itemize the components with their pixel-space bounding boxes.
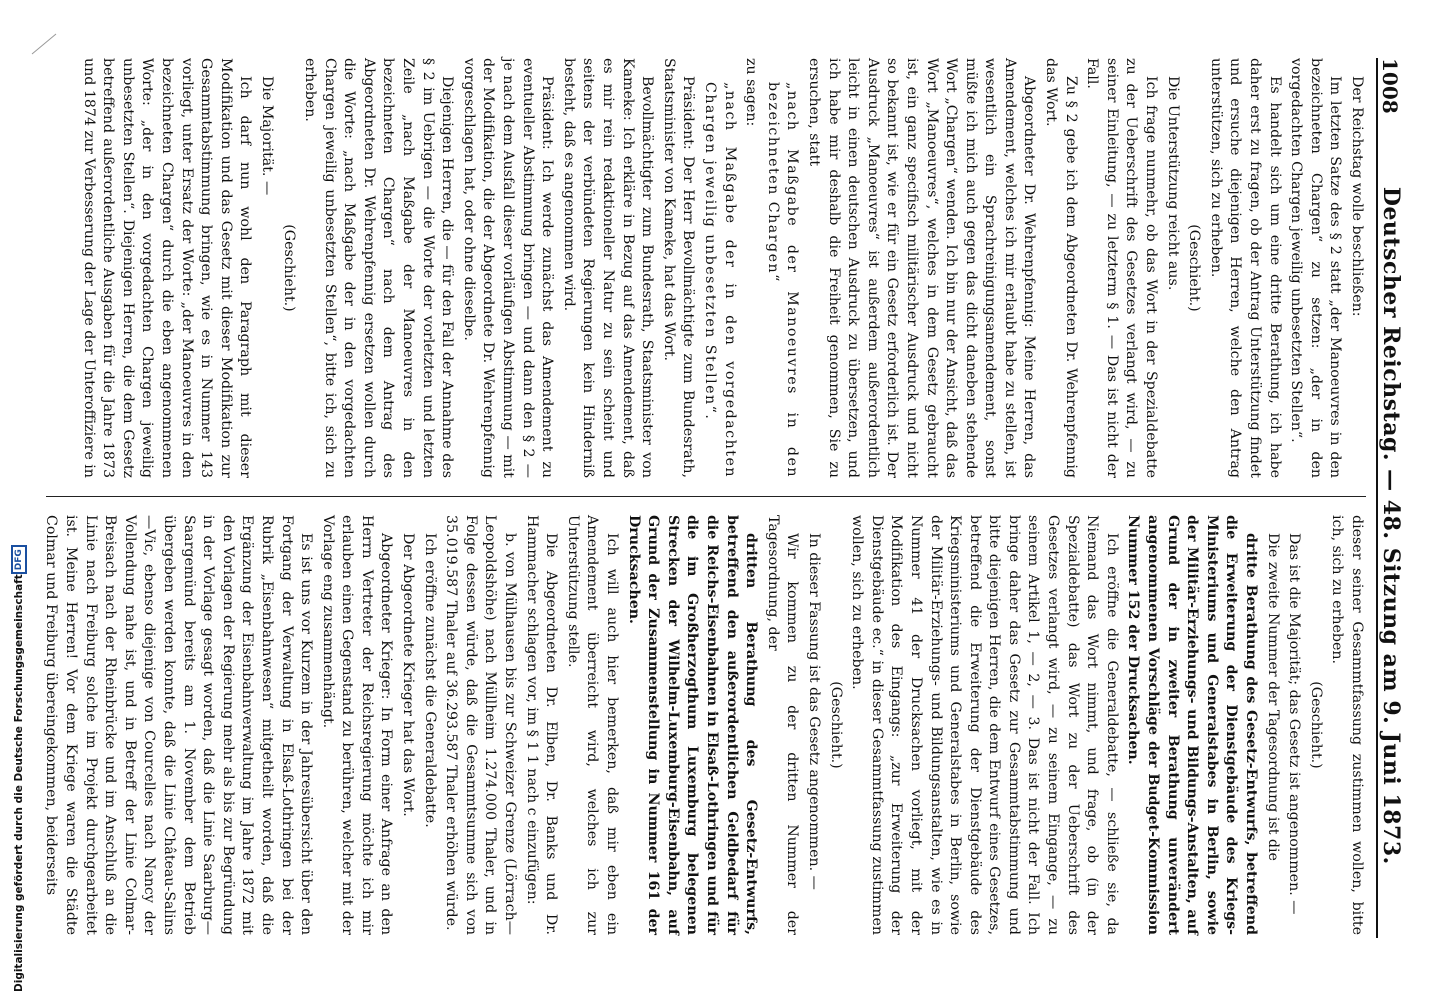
right-column-paragraph: b. von Mülhausen bis zur Schweizer Grenze (Lörrach—Leopoldshöhe) nach Müllheim 1.274.000 Thaler, und in Folge dessen würde, daß die Gesammtsumme sich von 35.019.587 Thaler auf 36.293.587 Thaler erhöhen würde. bbox=[443, 515, 519, 935]
left-column-paragraph: „nach Maßgabe der Manoeuvres in den bezeichneten Chargen“ bbox=[764, 82, 801, 478]
left-column-paragraph: Diejenigen Herren, die — für den Fall der Annahme des § 2 im Uebrigen — die Worte der vorletzten und letzten Zeile „nach Maßgabe der Manoeuvres in den bezeichneten Chargen“ nach dem Antrag des Abgeordneten Dr. Wehrenpfennig ersetzen wollen durch die Worte: „nach Maßgabe der in den vorgedachten Chargen jeweilig unbesetzten Stellen“, bitte ich, sich zu erheben. bbox=[302, 58, 456, 478]
column-divider bbox=[46, 496, 1366, 497]
left-column-paragraph: Abgeordneter Dr. Wehrenpfennig: Meine Herren, das Amendement, welches ich mir erlaubt habe zu stellen, ist wesentlich ein Sprachreinigungsamendement, sonst müßte ich mich auch gegen das dicht daneben stehende Wort „Chargen“ wenden. Ich bin nur der Ansicht, daß das Wort „Manoeuvres“, welches in dem Gesetz gebraucht ist, ein ganz specifisch militärischer Ausdruck und nicht so bekannt ist, wie er für ein Gesetz erforderlich ist. Der Ausdruck „Manoeuvres“ ist außerdem außerordentlich leicht in einen deutschen Ausdruck zu übersetzen, und ich habe mir deshalb die Freiheit genommen, Sie zu ersuchen, statt bbox=[805, 58, 1038, 478]
left-column-paragraph: Präsident: Ich werde zunächst das Amendement zu eventueller Abstimmung bringen — und dann den § 2 — je nach dem Ausfall dieser vorläufigen Abstimmung — mit der Modifikation, die der Abgeordnete Dr. Wehrenpfennig vorgeschlagen hat, oder ohne dieselbe. bbox=[460, 58, 556, 478]
right-column-paragraph: Wir kommen zu der dritten Nummer der Tagesordnung, der bbox=[764, 515, 801, 935]
left-column-paragraph: Bevollmächtigter zum Bundesrath, Staatsminister von Kameke: Ich erkläre in Bezug auf das Amendement, daß es mir rein redaktioneller Natur zu sein scheint und seitens der verbündeten Regierungen kein Hinderniß besteht, daß es angenommen wird. bbox=[560, 58, 656, 478]
right-column-paragraph: Die Abgeordneten Dr. Elben, Dr. Banks und Dr. Hammacher schlagen vor, im § 1 1 nach c einzufügen: bbox=[523, 515, 560, 935]
right-column-paragraph: Das ist die Majorität; das Gesetz ist angenommen. — bbox=[1286, 533, 1303, 915]
right-column-paragraph: Die zweite Nummer der Tagesordnung ist die bbox=[1264, 533, 1281, 861]
right-column-paragraph: (Geschieht.) bbox=[827, 681, 844, 769]
left-column-paragraph: Präsident: Der Herr Bevollmächtigte zum Bundesrath, Staatsminister von Kameke, hat das Wort. bbox=[660, 58, 697, 478]
credit-text: Digitalisierung gefördert durch die Deutsche Forschungsgemeinschaft bbox=[13, 574, 25, 992]
right-column-paragraph: Es ist uns vor Kurzem in der Jahresübersicht über den Fortgang der Verwaltung in Elsaß-Lothringen bei der Rubrik „Eisenbahnwesen“ mitgetheilt worden, daß die Ergänzung der Eisenbahnverwaltung im Jahre 1872 mit den Vorlagen der Regierung mehr als bis zur Begründung in der Vorlage gesagt worden, daß die Linie Saarburg—Saargemünd bereits am 1. November dem Betrieb übergeben werden konnte, daß die Linie Château-Salins—Vic, ebenso diejenige von Courcelles nach Nancy der Vollendung nahe ist, und in Betreff der Linie Colmar-Breisach nach der Rheinbrücke und im Anschluß an die Linie nach Freiburg solche im Projekt durchgearbeitet ist. Meine Herren! Vor dem Kriege waren die Städte Colmar und Freiburg übereingekommen, beiderseits bbox=[43, 515, 315, 935]
page-number: 1008 bbox=[1378, 58, 1402, 114]
left-column-paragraph: Zu § 2 gebe ich dem Abgeordneten Dr. Wehrenpfennig das Wort. bbox=[1043, 58, 1079, 478]
left-column-paragraph: Es handelt sich um eine dritte Berathung, ich habe daher erst zu fragen, ob der Antrag Unterstützung findet und ersuche diejenigen Herren, welche den Antrag unterstützen, sich zu erheben. bbox=[1207, 58, 1283, 478]
right-column-paragraph: dieser seiner Gesammtfassung zustimmen wollen, bitte ich, sich zu erheben. bbox=[1329, 515, 1365, 935]
right-column-paragraph: dritten Berathung des Gesetz-Entwurfs, betreffend den außerordentlichen Geldbedarf für die Reichs-Eisenbahnen in Elsaß-Lothringen und für die im Großherzogthum Luxemburg belegenen Strecken der Wilhelm-Luxemburg-Eisenbahn, auf Grund der Zusammenstellung in Nummer 161 der Drucksachen. bbox=[625, 515, 760, 935]
left-column bbox=[46, 58, 1366, 478]
page-title: Deutscher Reichstag. — 48. Sitzung am 9. Juni 1873. bbox=[1378, 186, 1404, 865]
right-column bbox=[43, 515, 1366, 935]
page-header bbox=[1376, 58, 1410, 938]
right-column-paragraph: (Geschieht.) bbox=[1307, 681, 1324, 769]
left-column-paragraph: (Geschieht.) bbox=[1186, 224, 1203, 312]
left-column-paragraph: Im letzten Satze des § 2 statt „der Manoeuvres in den bezeichneten Chargen“ zu setzen: „der in den vorgedachten Chargen jeweilig unbesetzten Stellen“. bbox=[1288, 58, 1344, 478]
left-column-paragraph: Die Unterstützung reicht aus. bbox=[1164, 76, 1181, 291]
left-column-paragraph: „nach Maßgabe der in den vorgedachten Chargen jeweilig unbesetzten Stellen“. bbox=[702, 82, 738, 478]
right-column-paragraph: Abgeordneter Krieger: In Form einer Anfrage an den Herrn Vertreter der Reichsregierung möchte ich mir erlauben einen Gegenstand zu berühren, welcher mit der Vorlage eng zusammenhängt. bbox=[319, 515, 395, 935]
left-column-paragraph: Ich darf nun wohl den Paragraph mit dieser Modifikation und das Gesetz mit dieser Modifikation zur Gesammtabstimmung bringen, wie es in Nummer 143 vorliegt, unter Ersatz der Worte: „der Manoeuvres in den bezeichneten Chargen“ durch die eben angenommenen Worte: „der in den vorgedachten Chargen jeweilig unbesetzten Stellen“. Diejenigen Herren, die dem Gesetz betreffend außerordentliche Ausgaben für die Jahre 1873 und 1874 zur Verbesserung der Lage der Unteroffiziere in bbox=[80, 58, 254, 478]
right-column-paragraph: Der Abgeordnete Krieger hat das Wort. bbox=[400, 533, 417, 817]
left-column-paragraph: Die Majorität. — bbox=[258, 76, 275, 196]
right-column-paragraph: In dieser Fassung ist das Gesetz angenommen. — bbox=[805, 533, 822, 890]
left-column-paragraph: Ich frage nunmehr, ob das Wort in der Spezialdebatte zu der Ueberschrift des Gesetzes verlangt wird, — zu seiner Einleitung, — zu letzterm § 1. — Das ist nicht der Fall. bbox=[1084, 58, 1160, 478]
left-column-paragraph: Der Reichstag wolle beschließen: bbox=[1349, 76, 1365, 317]
left-column-paragraph: zu sagen: bbox=[743, 58, 760, 127]
right-column-paragraph: Ich will auch hier bemerken, daß mir eben ein Amendement überreicht wird, welches ich zur Unterstützung stelle. bbox=[564, 515, 621, 935]
right-column-paragraph: Ich eröffne zunächst die Generaldebatte. bbox=[421, 533, 438, 828]
dfg-logo: DFG bbox=[11, 545, 27, 574]
left-column-paragraph: (Geschieht.) bbox=[280, 224, 297, 312]
digitization-credit bbox=[8, 549, 30, 992]
right-column-paragraph: dritte Berathung des Gesetz-Entwurfs, betreffend die Erweiterung der Dienstgebäude des Kriegs-Ministeriums und Generalstabes in Berlin, sowie der Militär-Erziehungs- und Bildungs-Anstalten, auf Grund der in zweiter Berathung unverändert angenommenen Vorschläge der Budget-Kommission Nummer 152 der Drucksachen. bbox=[1125, 515, 1260, 935]
right-column-paragraph: Ich eröffne die Generaldebatte, — schließe sie, da Niemand das Wort nimmt, und frage, ob (in der Spezialdebatte) das Wort zu der Ueberschrift des Gesetzes verlangt wird, — zu seinem Eingange, — zu seinem Artikel 1, — 2, — 3. Das ist nicht der Fall. Ich bringe daher das Gesetz zur Gesammtabstimmung und bitte diejenigen Herren, die dem Entwurf eines Gesetzes, betreffend die Erweiterung der Dienstgebäude des Kriegsministeriums und Generalstabes in Berlin, sowie der Militär-Erziehungs- und Bildungsanstalten, wie es in Nummer 41 der Drucksachen vorliegt, mit der Modifikation des Eingangs: „zur Erweiterung der Dienstgebäude ec.“ in dieser Gesammtfassung zustimmen wollen, sich zu erheben. bbox=[849, 515, 1120, 935]
